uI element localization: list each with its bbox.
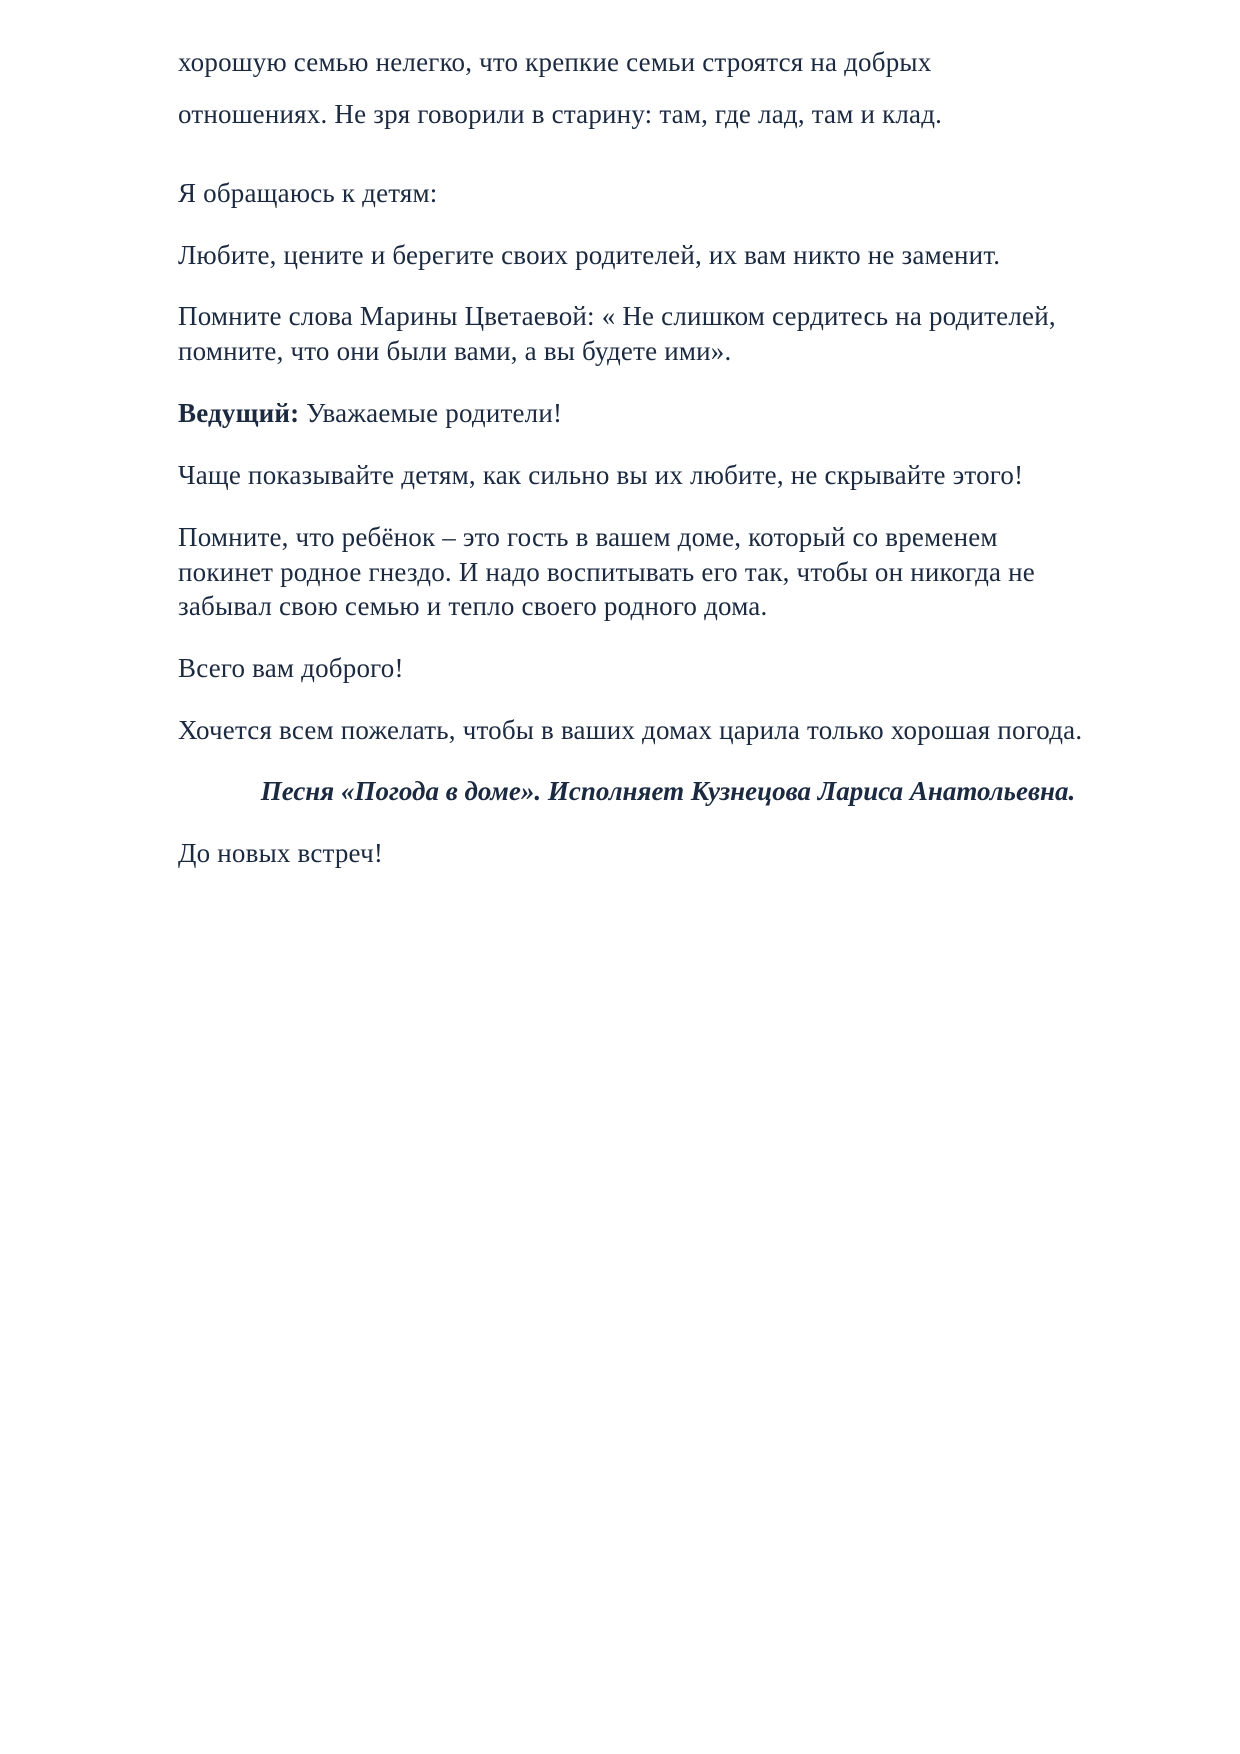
paragraph-line: Хочется всем пожелать, чтобы в ваших домах царила только хорошая погода. <box>178 715 1083 745</box>
speaker-paragraph <box>178 396 1158 430</box>
paragraph-line: хорошую семью нелегко, что крепкие семьи строятся на добрых <box>178 47 932 77</box>
paragraph-line: Помните, что ребёнок – это гость в вашем доме, который со временем <box>178 522 998 552</box>
paragraph-line: покинет родное гнездо. И надо воспитывать его так, чтобы он никогда не <box>178 557 1035 587</box>
paragraph-line: отношениях. Не зря говорили в старину: там, где лад, там и клад. <box>178 99 943 129</box>
paragraph-line: помните, что они были вами, а вы будете ими». <box>178 336 732 366</box>
paragraph-line: Я обращаюсь к детям: <box>178 178 438 208</box>
speaker-label: Ведущий: <box>178 398 300 428</box>
paragraph-line: Помните слова Марины Цветаевой: « Не слишком сердитесь на родителей, <box>178 301 1056 331</box>
paragraph-line: Чаще показывайте детям, как сильно вы их любите, не скрывайте этого! <box>178 460 1024 490</box>
paragraph-line: забывал свою семью и тепло своего родного дома. <box>178 591 768 621</box>
paragraph-line: Любите, цените и берегите своих родителей, их вам никто не заменит. <box>178 240 1001 270</box>
speaker-text: Уважаемые родители! <box>299 398 563 428</box>
paragraph-line: Всего вам доброго! <box>178 653 404 683</box>
song-announcement: Песня «Погода в доме». Исполняет Кузнецова Лариса Анатольевна. <box>260 776 1076 806</box>
paragraph-line: До новых встреч! <box>178 838 384 868</box>
